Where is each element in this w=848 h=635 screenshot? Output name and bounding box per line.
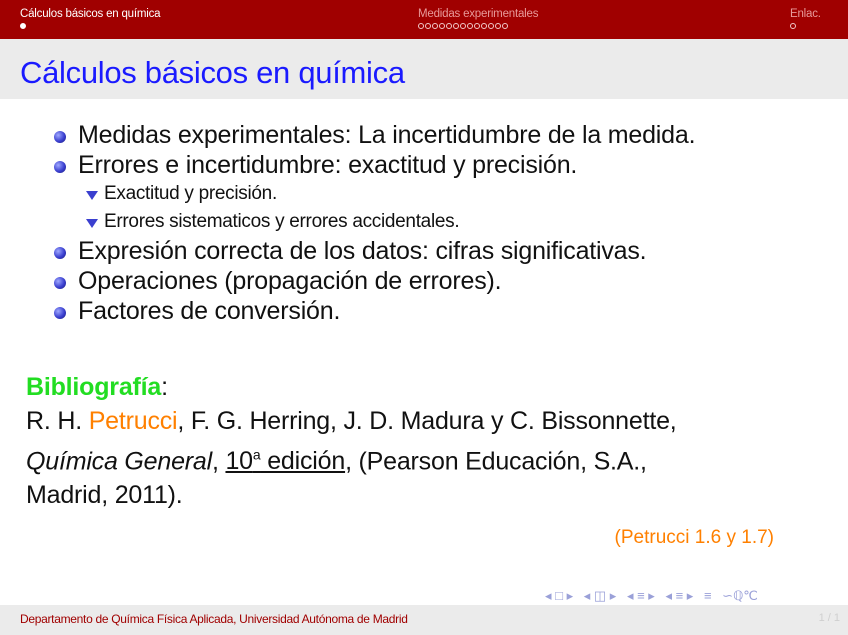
nav-dot[interactable] [467, 23, 473, 29]
nav-search-icon[interactable]: ∽ℚ℃ [722, 588, 758, 603]
bullet-triangle-icon [86, 191, 98, 200]
footer-department: Departamento de Química Física Aplicada, Universidad Autónoma de Madrid [20, 612, 408, 626]
sub-list [76, 180, 832, 236]
bullet-triangle-icon [86, 219, 98, 228]
list-item-text: Medidas experimentales: La incertidumbre de la medida. [78, 121, 696, 149]
bibliography-authors [26, 404, 816, 438]
nav-subsection-icon[interactable]: ◂ ◫ ▸ [583, 588, 617, 603]
nav-section-medidas[interactable] [418, 8, 538, 31]
nav-section-dots [790, 23, 821, 31]
nav-dot[interactable] [495, 23, 501, 29]
bibliography-heading: Bibliografía [26, 373, 162, 401]
slide-title: Cálculos básicos en química [20, 55, 405, 90]
list-item [52, 236, 832, 266]
nav-dot[interactable] [474, 23, 480, 29]
nav-section-label: Enlac. [790, 8, 821, 20]
edition-word: edición [260, 447, 346, 476]
bullet-ball-icon [54, 307, 66, 319]
reference-note: (Petrucci 1.6 y 1.7) [614, 527, 774, 548]
edition-superscript: a [252, 447, 261, 463]
nav-dot[interactable] [446, 23, 452, 29]
book-title: Química General [26, 447, 212, 476]
nav-dot[interactable] [418, 23, 424, 29]
bibliography [26, 370, 816, 512]
nav-section-enlace[interactable] [790, 8, 821, 31]
nav-appendix-icon[interactable]: ≡ [703, 588, 712, 603]
list-item-text: Operaciones (propagación de errores). [78, 267, 502, 295]
authors-prefix: R. H. [26, 407, 89, 435]
nav-section-label: Cálculos básicos en química [20, 8, 161, 20]
footer-bar [0, 605, 848, 635]
bibliography-place-year: Madrid, 2011). [26, 481, 183, 510]
nav-dot[interactable] [460, 23, 466, 29]
list-item [52, 266, 832, 296]
sub-list-item [76, 180, 832, 208]
highlighted-author: Petrucci [88, 407, 178, 435]
nav-dot[interactable] [453, 23, 459, 29]
nav-section-icon[interactable]: ◂ ≡ ▸ [626, 588, 655, 603]
footer-page-number: 1 / 1 [818, 612, 840, 624]
list-item [52, 120, 832, 150]
nav-dot[interactable] [481, 23, 487, 29]
nav-dot[interactable] [502, 23, 508, 29]
nav-dot[interactable] [439, 23, 445, 29]
nav-frame-icon[interactable]: ◂ □ ▸ [545, 588, 574, 603]
nav-dot[interactable] [20, 23, 26, 29]
beamer-navigation-symbols [545, 588, 845, 604]
nav-section-dots [20, 23, 160, 31]
header-bar [0, 0, 848, 39]
nav-section-dots [418, 23, 538, 31]
nav-section-label: Medidas experimentales [418, 8, 539, 20]
nav-dot[interactable] [790, 23, 796, 29]
book-sep: , [211, 447, 226, 476]
list-item-text: Factores de conversión. [78, 297, 341, 325]
bibliography-heading-line [26, 370, 816, 404]
sub-list-item-text: Exactitud y precisión. [104, 183, 277, 204]
bibliography-book [26, 438, 816, 478]
edition [225, 447, 345, 475]
nav-dot[interactable] [425, 23, 431, 29]
list-item [52, 296, 832, 326]
bullet-ball-icon [54, 131, 66, 143]
sub-list-item-text: Errores sistematicos y errores accidentales. [104, 211, 460, 232]
bullet-ball-icon [54, 247, 66, 259]
topic-list [52, 120, 832, 326]
bibliography-colon: : [161, 373, 168, 401]
authors-rest: , F. G. Herring, J. D. Madura y C. Bissonnette, [177, 407, 677, 435]
list-item-text: Expresión correcta de los datos: cifras significativas. [78, 237, 647, 265]
nav-dot[interactable] [432, 23, 438, 29]
publisher: , (Pearson Educación, S.A., [345, 447, 647, 476]
nav-document-icon[interactable]: ◂ ≡ ▸ [665, 588, 694, 603]
nav-section-calculos[interactable] [20, 8, 160, 31]
nav-dot[interactable] [488, 23, 494, 29]
list-item-text: Errores e incertidumbre: exactitud y precisión. [78, 151, 578, 179]
bullet-ball-icon [54, 161, 66, 173]
list-item [52, 150, 832, 236]
bullet-ball-icon [54, 277, 66, 289]
edition-number: 10 [225, 447, 253, 476]
sub-list-item [76, 208, 832, 236]
